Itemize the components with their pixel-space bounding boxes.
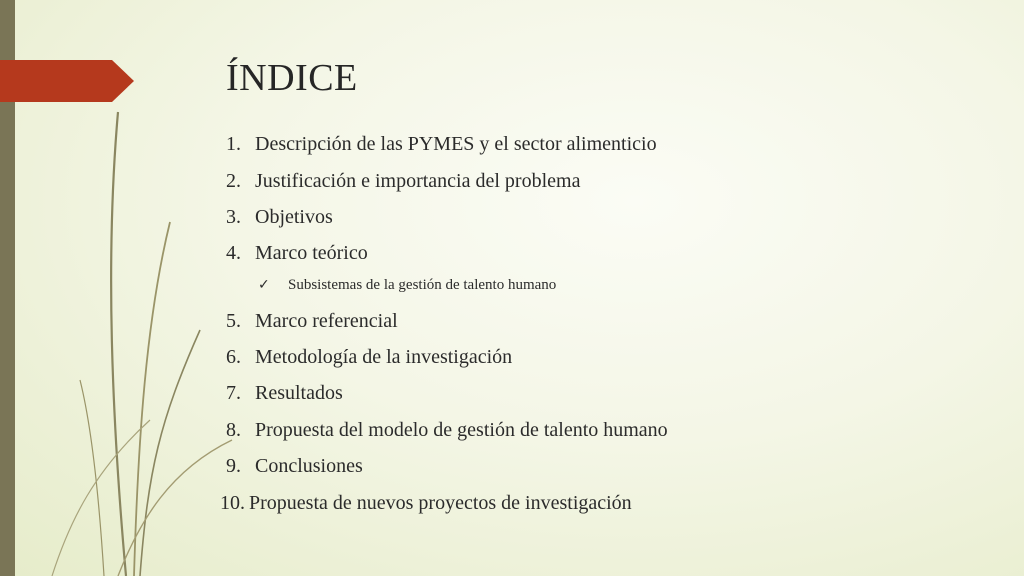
list-item bbox=[226, 170, 580, 193]
item-label: Propuesta de nuevos proyectos de investigación bbox=[249, 492, 632, 514]
item-number: 2. bbox=[226, 170, 241, 192]
accent-arrow bbox=[0, 60, 134, 102]
check-icon: ✓ bbox=[258, 277, 270, 293]
stem-line bbox=[134, 222, 170, 576]
item-number: 8. bbox=[226, 419, 241, 441]
item-label: Conclusiones bbox=[255, 455, 363, 477]
item-label: Marco referencial bbox=[255, 310, 398, 332]
list-item bbox=[226, 133, 657, 156]
list-item bbox=[226, 346, 512, 369]
item-label: Justificación e importancia del problema bbox=[255, 170, 581, 192]
item-number: 4. bbox=[226, 242, 241, 264]
stem-line bbox=[111, 112, 126, 576]
item-label: Objetivos bbox=[255, 206, 333, 228]
list-item bbox=[220, 492, 632, 515]
list-item bbox=[226, 310, 398, 333]
item-number: 10. bbox=[220, 492, 245, 514]
item-number: 9. bbox=[226, 455, 241, 477]
item-number: 3. bbox=[226, 206, 241, 228]
item-number: 1. bbox=[226, 133, 241, 155]
item-label: Propuesta del modelo de gestión de talento humano bbox=[255, 419, 668, 441]
list-item bbox=[226, 455, 363, 478]
stem-line bbox=[140, 330, 200, 576]
list-item bbox=[226, 419, 668, 442]
list-item bbox=[226, 242, 368, 265]
stem-line bbox=[80, 380, 104, 576]
item-label: Marco teórico bbox=[255, 242, 368, 264]
sub-list-item bbox=[258, 277, 556, 294]
item-number: 7. bbox=[226, 382, 241, 404]
item-number: 6. bbox=[226, 346, 241, 368]
list-item bbox=[226, 206, 333, 229]
item-label: Metodología de la investigación bbox=[255, 346, 513, 368]
sub-item-label: Subsistemas de la gestión de talento humano bbox=[288, 277, 557, 293]
item-number: 5. bbox=[226, 310, 241, 332]
slide-title: ÍNDICE bbox=[226, 57, 358, 99]
list-item bbox=[226, 382, 343, 405]
item-label: Resultados bbox=[255, 382, 343, 404]
item-label: Descripción de las PYMES y el sector alimenticio bbox=[255, 133, 657, 155]
